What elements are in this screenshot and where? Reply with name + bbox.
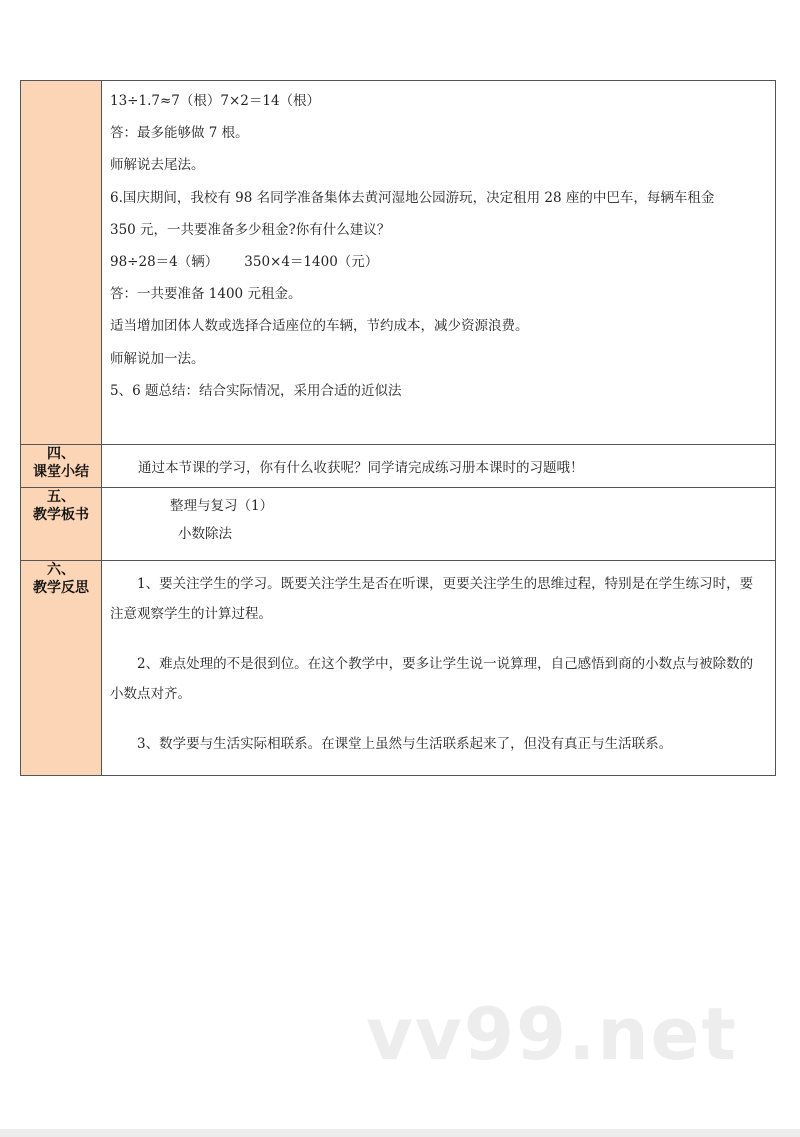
calc-left: 98÷28＝4（辆）: [110, 253, 219, 270]
summary-label-title: 课堂小结: [33, 464, 89, 480]
method-line-2: 师解说加一法。: [110, 350, 205, 367]
reflection-label: [21, 561, 102, 776]
page-bottom-edge: [0, 1129, 800, 1137]
answer-line-1: 答：最多能够做 7 根。: [110, 125, 249, 142]
summary-content: 通过本节课的学习，你有什么收获呢？同学请完成练习册本课时的习题哦！: [102, 445, 776, 488]
calc-line-1: 13÷1.7≈7（根）7×2＝14（根）: [110, 93, 321, 109]
board-subtitle: 小数除法: [178, 526, 232, 542]
reflection-item-3: 3、数学要与生活实际相联系。在课堂上虽然与生活联系起来了，但没有真正与生活联系。: [137, 736, 673, 752]
reflection-row: [21, 561, 776, 776]
reflection-item-2: 2、难点处理的不是很到位。在这个教学中，要多让学生说一说算理，自己感悟到商的小数点与被除数的小数点对齐。: [110, 656, 754, 702]
reflection-content: [102, 561, 776, 776]
method-line-1: 师解说去尾法。: [110, 157, 205, 174]
reflection-item-1: 1、要关注学生的学习。既要关注学生是否在听课，更要关注学生的思维过程，特别是在学生练习时，要注意观察学生的计算过程。: [110, 576, 754, 622]
watermark: vv99.net: [366, 992, 738, 1076]
reflection-label-title: 教学反思: [33, 580, 89, 596]
board-content: [102, 488, 776, 561]
calc-line-2: [110, 252, 775, 284]
summary-label: [21, 445, 102, 488]
board-label-number: 五、: [47, 489, 75, 505]
problem-6-line-2: 350 元，一共要准备多少租金?你有什么建议？: [110, 221, 391, 238]
summary-row: [21, 445, 776, 488]
practice-label-cell: [21, 81, 102, 445]
lesson-plan-page: [20, 80, 776, 776]
practice-row: [21, 81, 776, 445]
board-label-title: 教学板书: [33, 507, 89, 523]
suggestion-line: 适当增加团体人数或选择合适座位的车辆，节约成本，减少资源浪费。: [110, 318, 529, 335]
summary-label-number: 四、: [47, 446, 75, 462]
answer-line-2: 答：一共要准备 1400 元租金。: [110, 286, 302, 303]
calc-right: 350×4＝1400（元）: [244, 253, 379, 270]
summary-line: 5、6 题总结：结合实际情况，采用合适的近似法: [110, 382, 402, 399]
board-label: [21, 488, 102, 561]
board-row: [21, 488, 776, 561]
lesson-plan-table: [20, 80, 776, 776]
problem-6-line-1: 6.国庆期间，我校有 98 名同学准备集体去黄河湿地公园游玩，决定租用 28 座的中巴车，每辆车租金: [110, 189, 715, 206]
board-title: 整理与复习（1）: [170, 498, 274, 514]
reflection-label-number: 六、: [47, 562, 75, 578]
practice-content-cell: [102, 81, 776, 445]
